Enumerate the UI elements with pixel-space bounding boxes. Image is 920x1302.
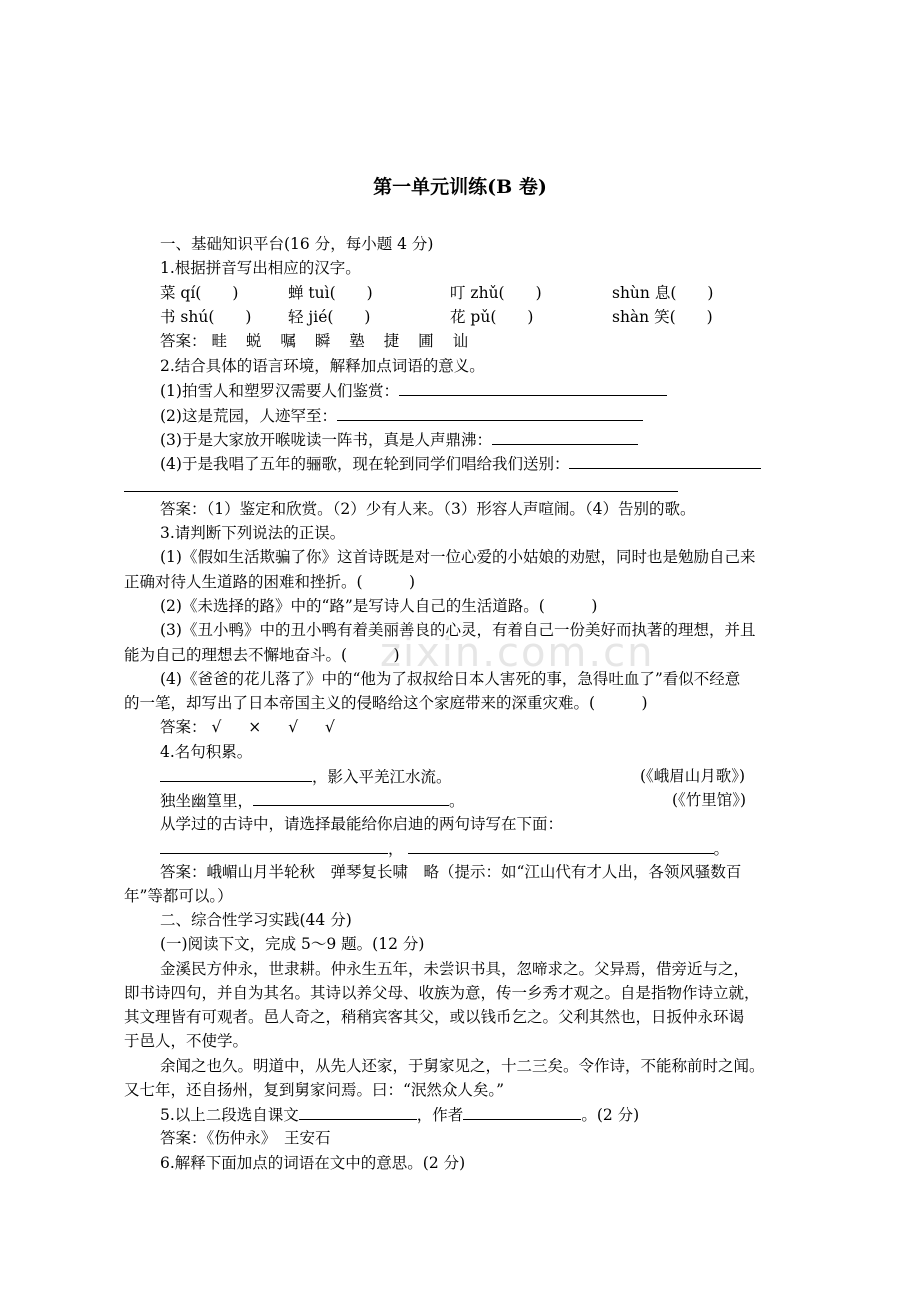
q4-answer: 答案：峨嵋山月半轮秋 弹琴复长啸 略（提示：如“江山代有才人出，各领风骚数百 — [160, 863, 742, 881]
passage-line: 于邑人，不使学。 — [124, 1032, 249, 1050]
q4-prompt: 4.名句积累。 — [160, 743, 253, 761]
poem-source: (《竹里馆》) — [672, 791, 747, 809]
q4-line-3: 从学过的古诗中，请选择最能给你启迪的两句诗写在下面： — [160, 815, 564, 833]
q4-line-1 — [160, 765, 452, 788]
answer-blank[interactable] — [408, 837, 714, 854]
answer-blank[interactable] — [399, 379, 667, 396]
q3-answer — [160, 716, 349, 738]
q2-item-text: (2)这是荒园，人迹罕至： — [160, 407, 337, 425]
answer-char: 嘱 — [280, 332, 296, 350]
answer-char: 塾 — [349, 332, 365, 350]
punctuation: 。 — [449, 792, 465, 810]
watermark: zixin.com.cn — [380, 630, 655, 676]
answer-char: 讪 — [452, 332, 469, 350]
answer-label: 答案： — [160, 332, 207, 350]
poem-source: (《峨眉山月歌》) — [640, 767, 746, 785]
answer-char: 捷 — [383, 332, 400, 350]
q3-item-4-cont: 的一笔，却写出了日本帝国主义的侵略给这个家庭带来的深重灾难。( ) — [124, 694, 648, 712]
q1-prompt: 1.根据拼音写出相应的汉字。 — [160, 259, 361, 277]
answer-blank[interactable] — [160, 765, 312, 782]
answer-blank[interactable] — [299, 1103, 417, 1120]
passage-line: 金溪民方仲永，世隶耕。仲永生五年，未尝识书具，忽啼求之。父异焉，借旁近与之， — [160, 960, 750, 978]
q2-item-text: (1)拍雪人和塑罗汉需要人们鉴赏： — [160, 382, 399, 400]
pinyin-item: 书 shú( ) — [160, 308, 252, 326]
pinyin-item: 叮 zhǔ( ) — [450, 284, 542, 302]
answer-label: 答案： — [160, 718, 207, 736]
q3-item-2: (2)《未选择的路》中的“路”是写诗人自己的生活道路。( ) — [160, 597, 598, 615]
passage-line: 即书诗四句，并自为其名。其诗以养父母、收族为意，传一乡秀才观之。自是指物作诗立就， — [124, 984, 760, 1002]
q2-item-3 — [160, 428, 638, 451]
q2-item-2 — [160, 404, 643, 427]
answer-blank[interactable] — [569, 452, 761, 469]
answer-char: 畦 — [211, 332, 227, 350]
q4-line-2 — [160, 789, 465, 812]
q4-line-4 — [160, 837, 729, 860]
q5-text: 。(2 分) — [581, 1106, 640, 1124]
pinyin-item: 菜 qí( ) — [160, 284, 239, 302]
punctuation: ， — [388, 840, 404, 858]
q5-text: ，作者 — [416, 1106, 464, 1124]
q5-text: 5.以上二段选自课文 — [160, 1106, 299, 1124]
q2-item-text: (4)于是我唱了五年的骊歌，现在轮到同学们唱给我们送别： — [160, 455, 570, 473]
answer-mark: √ — [325, 718, 335, 736]
answer-blank[interactable] — [160, 837, 388, 854]
q3-item-1: (1)《假如生活欺骗了你》这首诗既是对一位心爱的小姑娘的劝慰，同时也是勉励自己来 — [160, 548, 756, 566]
q2-item-text: (3)于是大家放开喉咙读一阵书，真是人声鼎沸： — [160, 431, 492, 449]
answer-blank-continuation[interactable] — [124, 491, 678, 492]
passage-line: 其文理皆有可观者。邑人奇之，稍稍宾客其父，或以钱币乞之。父利其然也，日扳仲永环谒 — [124, 1008, 745, 1026]
q4-answer-cont: 年”等都可以。） — [124, 887, 233, 905]
answer-char: 瞬 — [314, 332, 331, 350]
q3-item-3-cont: 能为自己的理想去不懈地奋斗。( ) — [124, 646, 400, 664]
punctuation: 。 — [713, 840, 730, 858]
answer-mark: √ — [288, 718, 299, 736]
pinyin-item: shàn 笑( ) — [612, 308, 713, 326]
answer-blank[interactable] — [337, 404, 643, 421]
q2-item-1 — [160, 379, 667, 402]
answer-mark: × — [248, 718, 262, 736]
q5-prompt — [160, 1103, 639, 1126]
q3-item-4: (4)《爸爸的花儿落了》中的“他为了叔叔给日本人害死的事，急得吐血了”看似不经意 — [160, 670, 741, 688]
answer-char: 圃 — [418, 332, 434, 350]
answer-char: 蜕 — [245, 332, 262, 350]
answer-mark: √ — [211, 718, 222, 736]
passage-line: 余闻之也久。明道中，从先人还家，于舅家见之，十二三矣。令作诗，不能称前时之闻。 — [160, 1057, 765, 1075]
pinyin-item: 花 pǔ( ) — [450, 308, 534, 326]
q2-item-4 — [160, 452, 761, 475]
q2-answer: 答案：（1）鉴定和欣赏。（2）少有人来。（3）形容人声喧闹。（4）告别的歌。 — [160, 500, 696, 518]
q1-answer — [160, 330, 482, 352]
section-2-heading: 二、综合性学习实践(44 分) — [160, 911, 352, 929]
reading-subheading: (一)阅读下文，完成 5～9 题。(12 分) — [160, 935, 425, 953]
poem-line: ，影入平羌江水流。 — [312, 768, 452, 786]
answer-blank[interactable] — [492, 428, 638, 445]
q2-prompt: 2.结合具体的语言环境，解释加点词语的意义。 — [160, 357, 485, 375]
section-1-heading: 一、基础知识平台(16 分，每小题 4 分) — [160, 235, 434, 253]
page-title: 第一单元训练(B 卷) — [373, 176, 547, 198]
answer-blank[interactable] — [253, 789, 449, 806]
passage-line: 又七年，还自扬州，复到舅家问焉。曰：“泯然众人矣。” — [124, 1081, 505, 1099]
poem-line: 独坐幽篁里， — [160, 792, 254, 810]
q5-answer: 答案：《伤仲永》 王安石 — [160, 1129, 331, 1147]
q3-item-3: (3)《丑小鸭》中的丑小鸭有着美丽善良的心灵，有着自己一份美好而执著的理想，并且 — [160, 621, 756, 639]
answer-blank[interactable] — [463, 1103, 581, 1120]
pinyin-item: 轻 jié( ) — [288, 308, 371, 326]
q3-item-1-cont: 正确对待人生道路的困难和挫折。( ) — [124, 573, 416, 591]
pinyin-item: shùn 息( ) — [612, 284, 714, 302]
q3-prompt: 3.请判断下列说法的正误。 — [160, 524, 346, 542]
pinyin-item: 蝉 tuì( ) — [288, 284, 373, 302]
q6-prompt: 6.解释下面加点的词语在文中的意思。(2 分) — [160, 1154, 466, 1172]
